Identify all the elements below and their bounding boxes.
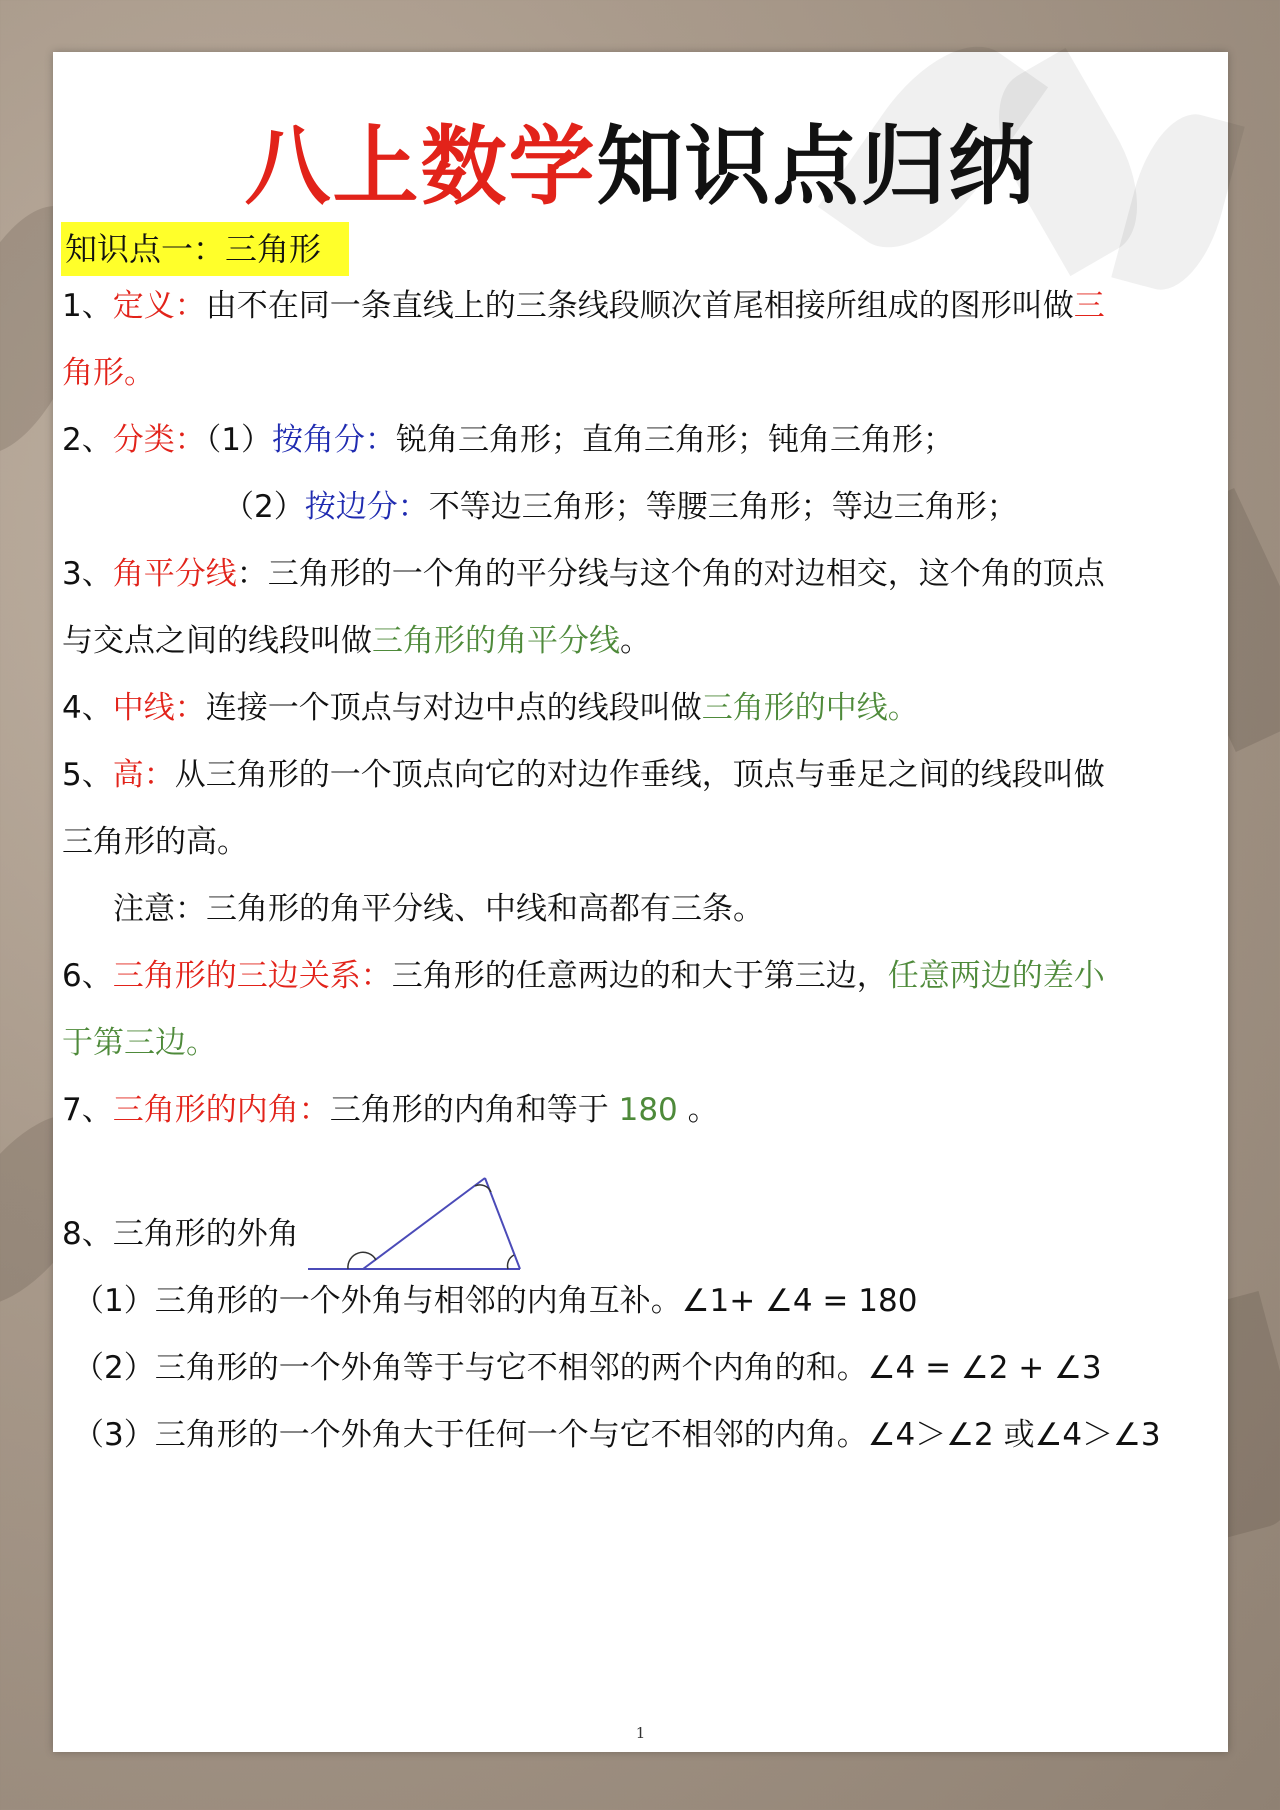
item-5-line-2 — [62, 820, 248, 864]
item-8-point-2: （2）三角形的一个外角等于与它不相邻的两个内角的和。∠4 = ∠2 + ∠3 — [73, 1350, 1102, 1386]
item-text: 三角形的高。 — [62, 824, 248, 860]
document-page — [53, 52, 1228, 1752]
item-1-line-1 — [62, 284, 1105, 328]
item-5-line-1 — [62, 753, 1105, 797]
item-text: 由不在同一条直线上的三条线段顺次首尾相接所组成的图形叫做 — [205, 288, 1074, 324]
item-3-line-1 — [62, 552, 1105, 596]
item-value: 180 — [618, 1092, 678, 1128]
page-title — [53, 112, 1228, 222]
item-1-line-2 — [62, 351, 155, 395]
item-key: 三角形的内角： — [112, 1092, 330, 1128]
item-6-line-2 — [62, 1021, 217, 1065]
item-number: 7、 — [62, 1092, 113, 1128]
item-term: 三 — [1073, 288, 1105, 324]
item-3-line-2 — [62, 619, 651, 663]
item-number: 4、 — [62, 690, 113, 726]
item-term: 三角形的角平分线 — [372, 623, 620, 659]
item-term: 角形。 — [62, 355, 155, 391]
item-8-heading: 8、三角形的外角 — [62, 1216, 299, 1252]
item-text: ：三角形的一个角的平分线与这个角的对边相交，这个角的顶点 — [236, 556, 1105, 592]
angle-arc-4 — [348, 1252, 376, 1269]
item-key: 定义： — [112, 288, 206, 324]
item-4-line — [62, 686, 919, 730]
angle-arc-3 — [508, 1255, 514, 1269]
item-number: 6、 — [62, 958, 113, 994]
item-end: 。 — [677, 1092, 719, 1128]
item-text: 从三角形的一个顶点向它的对边作垂线，顶点与垂足之间的线段叫做 — [174, 757, 1105, 793]
item-number: 1、 — [62, 288, 113, 324]
item-number: 3、 — [62, 556, 113, 592]
item-text: 连接一个顶点与对边中点的线段叫做 — [205, 690, 702, 726]
item-2-line-1 — [62, 418, 954, 462]
item-2-line-2 — [223, 485, 1018, 529]
item-8-point-1: （1）三角形的一个外角与相邻的内角互补。∠1+ ∠4 = 180 — [73, 1283, 918, 1319]
section-heading: 知识点一：三角形 — [61, 222, 349, 276]
item-text: 三角形的任意两边的和大于第三边， — [391, 958, 888, 994]
sub-prefix: （1） — [205, 422, 272, 458]
sub-key: 按角分： — [271, 422, 396, 458]
item-key: 高： — [112, 757, 175, 793]
sub-key: 按边分： — [304, 489, 429, 525]
sub-text: 不等边三角形；等腰三角形；等边三角形； — [428, 489, 1018, 525]
item-text: 与交点之间的线段叫做 — [62, 623, 372, 659]
item-7-line — [62, 1088, 719, 1132]
item-key: 分类： — [112, 422, 206, 458]
item-6-line-1 — [62, 954, 1105, 998]
item-term: 三角形的中线。 — [701, 690, 919, 726]
triangle-side-left — [363, 1178, 485, 1269]
item-key: 中线： — [112, 690, 206, 726]
item-end: 。 — [620, 623, 651, 659]
title-part-red: 八上数学 — [244, 117, 597, 217]
sub-text: 锐角三角形；直角三角形；钝角三角形； — [395, 422, 954, 458]
note: 注意：三角形的角平分线、中线和高都有三条。 — [113, 891, 764, 927]
item-term: 任意两边的差小 — [887, 958, 1105, 994]
triangle-diagram — [308, 1170, 608, 1290]
page-number: 1 — [635, 1724, 646, 1742]
item-key: 角平分线 — [112, 556, 237, 592]
item-number: 5、 — [62, 757, 113, 793]
item-term: 于第三边。 — [62, 1025, 217, 1061]
item-8-point-3: （3）三角形的一个外角大于任何一个与它不相邻的内角。∠4＞∠2 或∠4＞∠3 — [73, 1417, 1161, 1453]
item-key: 三角形的三边关系： — [112, 958, 392, 994]
title-part-black: 知识点归纳 — [596, 117, 1037, 217]
sub-prefix: （2） — [223, 489, 305, 525]
item-text: 三角形的内角和等于 — [329, 1092, 619, 1128]
item-number: 2、 — [62, 422, 113, 458]
